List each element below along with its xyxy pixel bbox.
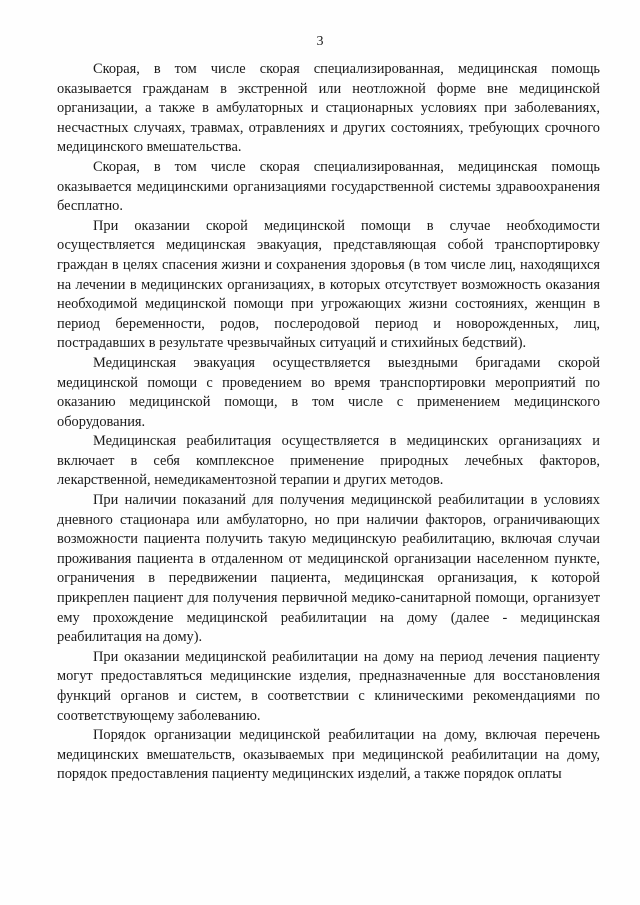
paragraph-rehabilitation-procedure: Порядок организации медицинской реабилитации на дому, включая перечень медицинских вмешательств, оказываемых при медицинской реабилитации на дому, порядок предоставления пациенту медицинских изделий, а также порядок оплаты	[57, 727, 600, 783]
page-number: 3	[316, 34, 324, 49]
document-body	[57, 60, 600, 785]
paragraph-rehabilitation: Медицинская реабилитация осуществляется в медицинских организациях и включает в себя комплексное применение природных лечебных факторов, лекарственной, немедикаментозной терапии и других методов.	[57, 433, 600, 489]
paragraph-emergency-care-definition: Скорая, в том числе скорая специализированная, медицинская помощь оказывается гражданам в экстренной или неотложной форме вне медицинской организации, а также в амбулаторных и стационарных условиях при заболеваниях, несчастных случаях, травмах, отравлениях и других состояниях, требующих срочного медицинского вмешательства.	[57, 61, 600, 156]
paragraph-emergency-care-free: Скорая, в том числе скорая специализированная, медицинская помощь оказывается медицинскими организациями государственной системы здравоохранения бесплатно.	[57, 158, 600, 215]
paragraph-home-rehabilitation: При наличии показаний для получения медицинской реабилитации в условиях дневного стационара или амбулаторно, но при наличии факторов, ограничивающих возможности пациента получить такую медицинскую реабилитацию, включая случаи проживания пациента в отдаленном от медицинской организации населенном пункте, ограничения в передвижении пациента, медицинская организация, к которой прикреплен пациент для получения первичной медико-санитарной помощи, организует ему прохождение медицинской реабилитации на дому (далее - медицинская реабилитация на дому).	[57, 492, 600, 646]
paragraph-medical-devices: При оказании медицинской реабилитации на дому на период лечения пациенту могут предоставляться медицинские изделия, предназначенные для восстановления функций органов и систем, в соответствии с клиническими рекомендациями по соответствующему заболеванию.	[57, 648, 600, 724]
paragraph-medical-evacuation: При оказании скорой медицинской помощи в случае необходимости осуществляется медицинская эвакуация, представляющая собой транспортировку граждан в целях спасения жизни и сохранения здоровья (в том числе лиц, находящихся на лечении в медицинских организациях, в которых отсутствует возможность оказания необходимой медицинской помощи при угрожающих жизни состояниях, женщин в период беременности, родов, послеродовой период и новорожденных, лиц, пострадавших в результате чрезвычайных ситуаций и стихийных бедствий).	[57, 217, 600, 352]
paragraph-evacuation-teams: Медицинская эвакуация осуществляется выездными бригадами скорой медицинской помощи с проведением во время транспортировки мероприятий по оказанию медицинской помощи, в том числе с применением медицинского оборудования.	[57, 354, 600, 430]
